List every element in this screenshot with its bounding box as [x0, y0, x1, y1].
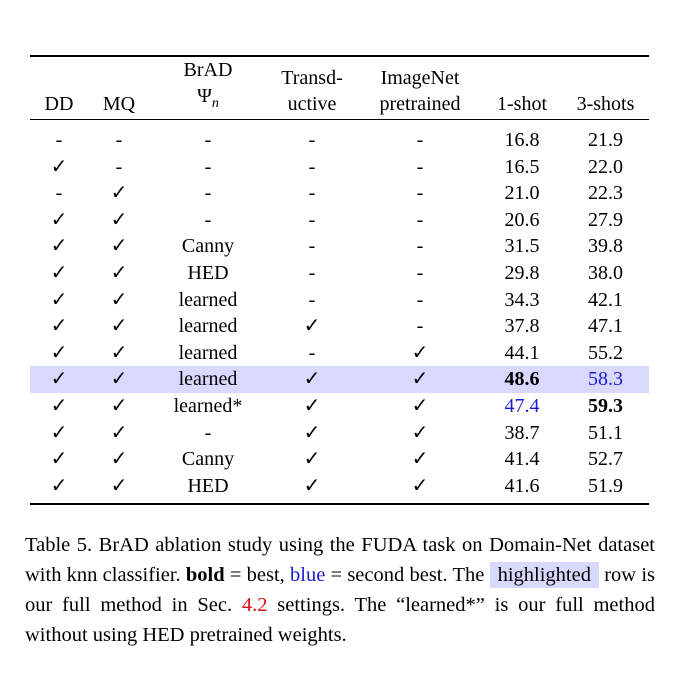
cell-dd: ✓ [50, 262, 68, 284]
cell-transd: - [308, 235, 316, 258]
header-imagenet-pretrained: ImageNet pretrained [379, 67, 461, 115]
table-row [30, 154, 649, 181]
cell-three-shots: 22.0 [588, 155, 623, 178]
table-bottom-rule [30, 503, 649, 505]
cell-imagenet: - [416, 208, 424, 231]
cell-three-shots: 22.3 [588, 182, 623, 205]
cell-mq: ✓ [110, 315, 128, 338]
cell-transd: - [308, 129, 316, 151]
cell-brad: learned [178, 368, 238, 391]
cell-dd: ✓ [50, 208, 68, 231]
caption-highlighted-word: highlighted [490, 562, 599, 588]
cell-brad: - [204, 208, 212, 231]
cell-one-shot: 37.8 [504, 315, 540, 338]
cell-brad: learned [178, 288, 238, 311]
cell-transd: ✓ [303, 421, 321, 444]
cell-mq: ✓ [110, 448, 128, 471]
table-top-rule [30, 55, 649, 57]
header-brad: BrAD $\Psi_n$ [183, 59, 233, 111]
cell-one-shot: 44.1 [504, 341, 540, 364]
cell-three-shots: 52.7 [588, 448, 623, 471]
cell-dd: ✓ [50, 395, 68, 417]
cell-transd: - [308, 341, 316, 364]
cell-dd: - [55, 129, 63, 151]
cell-imagenet: - [416, 235, 424, 258]
cell-one-shot: 47.4 [504, 395, 540, 417]
cell-one-shot: 41.6 [504, 474, 540, 497]
cell-dd: ✓ [50, 368, 68, 391]
cell-imagenet: ✓ [411, 395, 429, 417]
header-mq: MQ [102, 93, 136, 115]
cell-dd: ✓ [50, 288, 68, 311]
cell-mq: ✓ [110, 262, 128, 284]
cell-three-shots: 58.3 [588, 368, 623, 391]
cell-one-shot: 48.6 [504, 368, 540, 391]
cell-three-shots: 38.0 [588, 262, 623, 284]
table-row [30, 340, 649, 367]
cell-transd: - [308, 288, 316, 311]
cell-dd: ✓ [50, 235, 68, 258]
cell-brad: learned [178, 341, 238, 364]
cell-dd: ✓ [50, 341, 68, 364]
table-row [30, 313, 649, 340]
cell-dd: - [55, 182, 63, 205]
header-transductive: Transd- uctive [281, 67, 343, 115]
cell-imagenet: ✓ [411, 474, 429, 497]
cell-three-shots: 51.9 [588, 474, 623, 497]
table-header-rule [30, 119, 649, 120]
cell-brad: - [204, 182, 212, 205]
cell-three-shots: 27.9 [588, 208, 623, 231]
table-row [30, 260, 649, 287]
cell-mq: ✓ [110, 208, 128, 231]
cell-transd: ✓ [303, 315, 321, 338]
cell-three-shots: 51.1 [588, 421, 623, 444]
cell-imagenet: - [416, 262, 424, 284]
cell-brad: - [204, 155, 212, 178]
cell-dd: ✓ [50, 448, 68, 471]
cell-mq: ✓ [110, 235, 128, 258]
table-row [30, 366, 649, 393]
cell-three-shots: 55.2 [588, 341, 623, 364]
header-1-shot: 1-shot [497, 93, 547, 115]
table-row [30, 287, 649, 314]
cell-brad: HED [187, 262, 229, 284]
cell-imagenet: ✓ [411, 421, 429, 444]
cell-three-shots: 42.1 [588, 288, 623, 311]
table-row [30, 420, 649, 447]
cell-dd: ✓ [50, 315, 68, 338]
cell-mq: ✓ [110, 395, 128, 417]
cell-one-shot: 38.7 [504, 421, 540, 444]
cell-one-shot: 29.8 [504, 262, 540, 284]
header-dd: DD [44, 93, 74, 115]
cell-mq: - [115, 129, 123, 151]
caption-blue-word: blue [290, 564, 326, 586]
cell-three-shots: 39.8 [588, 235, 623, 258]
cell-mq: ✓ [110, 341, 128, 364]
cell-brad: learned [178, 315, 238, 338]
cell-brad: - [204, 129, 212, 151]
cell-three-shots: 21.9 [588, 129, 623, 151]
cell-imagenet: - [416, 288, 424, 311]
cell-one-shot: 34.3 [504, 288, 540, 311]
cell-transd: - [308, 208, 316, 231]
cell-imagenet: - [416, 129, 424, 151]
cell-transd: ✓ [303, 368, 321, 391]
cell-transd: ✓ [303, 474, 321, 497]
cell-three-shots: 59.3 [588, 395, 623, 417]
table-row [30, 473, 649, 500]
header-3-shots: 3-shots [576, 93, 635, 115]
table-row [30, 127, 649, 154]
cell-mq: ✓ [110, 368, 128, 391]
table-row [30, 393, 649, 420]
section-ref-link[interactable]: 4.2 [241, 594, 268, 616]
cell-imagenet: ✓ [411, 341, 429, 364]
cell-mq: ✓ [110, 182, 128, 205]
cell-one-shot: 20.6 [504, 208, 540, 231]
cell-mq: ✓ [110, 421, 128, 444]
cell-brad: HED [187, 474, 229, 497]
cell-one-shot: 16.8 [504, 129, 540, 151]
cell-imagenet: - [416, 155, 424, 178]
cell-mq: ✓ [110, 474, 128, 497]
table-row [30, 446, 649, 473]
cell-mq: ✓ [110, 288, 128, 311]
table-row [30, 233, 649, 260]
cell-dd: ✓ [50, 421, 68, 444]
cell-transd: ✓ [303, 448, 321, 471]
cell-imagenet: - [416, 315, 424, 338]
cell-transd: - [308, 182, 316, 205]
cell-transd: - [308, 262, 316, 284]
table-caption: Table 5. BrAD ablation study using the FUDA task on Domain-Net dataset with knn classifier. bold = best, blue = second best. The highlighted row is our full method in Sec. 4.2 settings. The “learned*” is our full method without using HED pretrained weights. [25, 534, 655, 646]
cell-one-shot: 41.4 [504, 448, 540, 471]
table-row [30, 180, 649, 207]
cell-brad: learned* [173, 395, 243, 417]
caption-bold-word: bold [185, 564, 225, 586]
table-row [30, 207, 649, 234]
cell-imagenet: ✓ [411, 368, 429, 391]
cell-imagenet: - [416, 182, 424, 205]
cell-brad: Canny [181, 448, 235, 471]
cell-transd: - [308, 155, 316, 178]
cell-one-shot: 16.5 [504, 155, 540, 178]
cell-imagenet: ✓ [411, 448, 429, 471]
cell-mq: - [115, 155, 123, 178]
cell-three-shots: 47.1 [588, 315, 623, 338]
cell-one-shot: 31.5 [504, 235, 540, 258]
cell-brad: Canny [181, 235, 235, 258]
cell-dd: ✓ [50, 474, 68, 497]
cell-brad: - [204, 421, 212, 444]
cell-transd: ✓ [303, 395, 321, 417]
cell-one-shot: 21.0 [504, 182, 540, 205]
cell-dd: ✓ [50, 155, 68, 178]
